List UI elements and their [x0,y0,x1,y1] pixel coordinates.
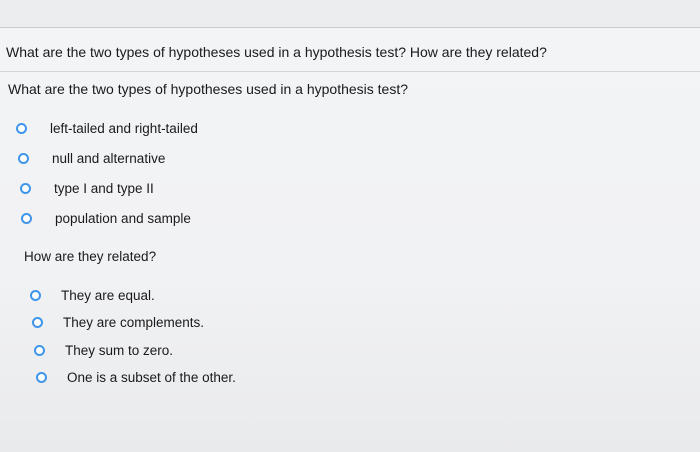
option-subset[interactable] [36,370,236,385]
option-label: They are complements. [63,315,205,330]
divider-header [0,71,700,72]
divider-top [0,27,700,28]
option-label: They are equal. [61,288,155,303]
question-title: What are the two types of hypotheses used in a hypothesis test? How are they related? [6,44,547,60]
radio-button[interactable] [36,372,47,383]
top-strip [0,0,700,27]
radio-button[interactable] [32,317,43,328]
part2-prompt: How are they related? [24,249,157,264]
option-label: null and alternative [52,151,166,166]
radio-button[interactable] [16,123,27,134]
radio-button[interactable] [30,290,41,301]
part1-prompt: What are the two types of hypotheses used in a hypothesis test? [8,81,409,97]
option-type-i-type-ii[interactable] [20,181,154,196]
option-label: One is a subset of the other. [67,370,236,385]
option-label: left-tailed and right-tailed [50,121,198,136]
radio-button[interactable] [18,153,29,164]
option-null-alternative[interactable] [18,151,165,166]
option-label: population and sample [55,211,191,226]
option-label: type I and type II [54,181,154,196]
option-complements[interactable] [32,315,204,330]
option-sum-to-zero[interactable] [34,343,173,358]
radio-button[interactable] [20,183,31,194]
option-population-sample[interactable] [21,211,191,226]
option-equal[interactable] [30,288,155,303]
option-left-tailed-right-tailed[interactable] [16,121,198,136]
option-label: They sum to zero. [65,343,174,358]
radio-button[interactable] [34,345,45,356]
radio-button[interactable] [21,213,32,224]
